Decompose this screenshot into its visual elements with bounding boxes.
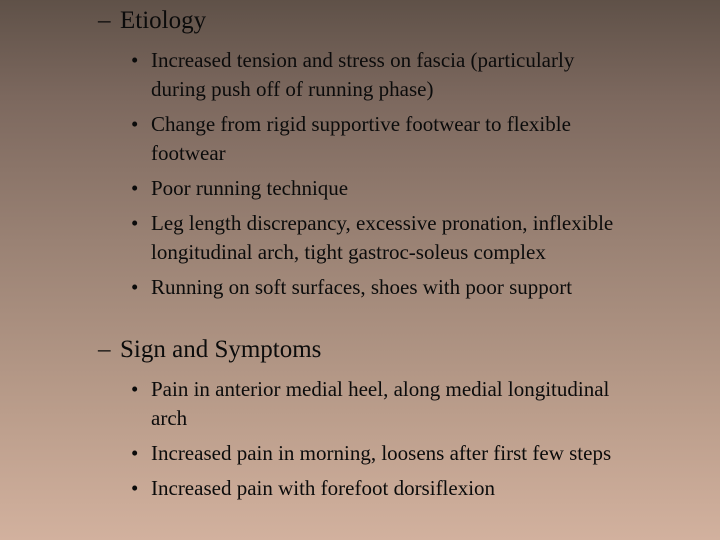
- heading-text: Etiology: [120, 7, 207, 34]
- bullet-icon: •: [131, 48, 139, 72]
- bullet-text: Increased pain with forefoot dorsiflexion: [151, 476, 496, 500]
- bullet-text: Pain in anterior medial heel, along medial longitudinal arch: [151, 377, 610, 430]
- bullet-item: [131, 209, 621, 267]
- bullet-text: Poor running technique: [151, 176, 349, 200]
- section-heading: [98, 335, 698, 365]
- bullet-item: [131, 110, 621, 168]
- bullet-icon: •: [131, 275, 139, 299]
- bullet-item: [131, 174, 621, 203]
- bullet-icon: •: [131, 176, 139, 200]
- bullet-icon: •: [131, 112, 139, 136]
- section-heading: [98, 6, 698, 36]
- bullet-list: [131, 375, 698, 503]
- bullet-item: [131, 273, 621, 302]
- heading-text: Sign and Symptoms: [120, 336, 322, 363]
- dash-marker: –: [98, 7, 111, 34]
- bullet-icon: •: [131, 377, 139, 401]
- bullet-icon: •: [131, 476, 139, 500]
- bullet-icon: •: [131, 211, 139, 235]
- bullet-icon: •: [131, 441, 139, 465]
- section-sign-and-symptoms: [98, 335, 698, 503]
- bullet-item: [131, 46, 621, 104]
- bullet-item: [131, 439, 621, 468]
- bullet-text: Increased tension and stress on fascia (particularly during push off of running phase): [151, 48, 575, 101]
- bullet-item: [131, 474, 621, 503]
- bullet-list: [131, 46, 698, 302]
- dash-marker: –: [98, 336, 111, 363]
- section-etiology: [98, 6, 698, 302]
- bullet-text: Leg length discrepancy, excessive pronation, inflexible longitudinal arch, tight gastroc-soleus complex: [151, 211, 614, 264]
- bullet-text: Running on soft surfaces, shoes with poor support: [151, 275, 573, 299]
- bullet-text: Change from rigid supportive footwear to flexible footwear: [151, 112, 571, 165]
- bullet-text: Increased pain in morning, loosens after first few steps: [151, 441, 612, 465]
- bullet-item: [131, 375, 621, 433]
